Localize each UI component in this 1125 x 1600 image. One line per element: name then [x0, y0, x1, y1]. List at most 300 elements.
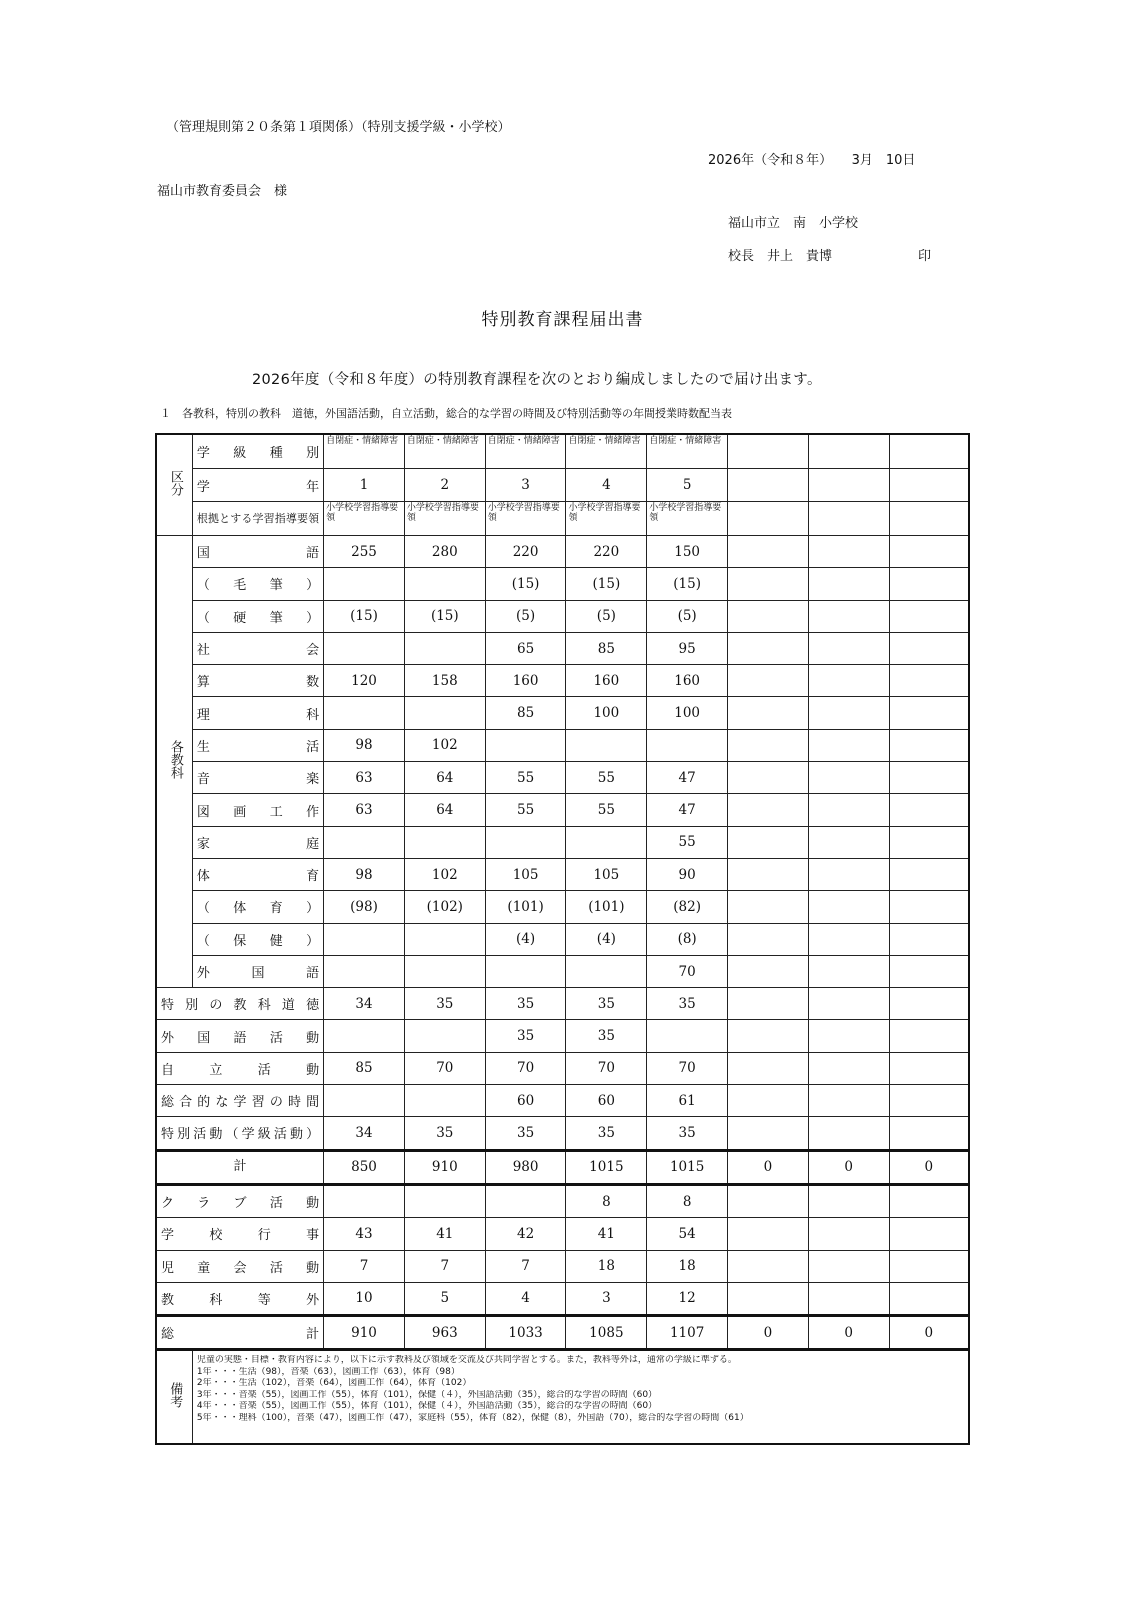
subject-row: [156, 665, 969, 697]
subject-value-cell: [404, 632, 485, 664]
class-type-cell: 自閉症・情緒障害: [647, 434, 728, 469]
extra-value-cell: 12: [647, 1282, 728, 1315]
extra-value-cell: 7: [404, 1250, 485, 1282]
subject-label: （体育）: [192, 891, 323, 923]
subject-value-cell: 255: [324, 536, 405, 568]
total-value-cell: 910: [324, 1316, 405, 1350]
subject-label: （毛筆）: [192, 568, 323, 600]
remarks-label: [156, 1350, 192, 1445]
activity-value-cell: 35: [485, 1117, 566, 1150]
subject-value-cell: (4): [485, 923, 566, 955]
guideline-cell: [889, 502, 969, 536]
activity-row: [156, 988, 969, 1020]
subject-row: [156, 891, 969, 923]
activity-label: 特別活動（学級活動）: [156, 1117, 324, 1150]
subtotal-row: [156, 1150, 969, 1184]
subject-value-cell: [889, 955, 969, 987]
subject-value-cell: (98): [324, 891, 405, 923]
subject-value-cell: [485, 826, 566, 858]
subject-value-cell: 55: [647, 826, 728, 858]
kyouka-label: [156, 536, 192, 988]
extra-value-cell: [889, 1218, 969, 1250]
guideline-cell: 小学校学習指導要領: [485, 502, 566, 536]
subject-row: [156, 923, 969, 955]
subject-label: 音楽: [192, 762, 323, 794]
remarks-line: 5年・・・理科（100），音楽（47），図画工作（47），家庭科（55），体育（82），保健（8），外国語（70），総合的な学習の時間（61）: [196, 1413, 749, 1423]
subject-value-cell: 55: [566, 794, 647, 826]
subject-value-cell: 55: [485, 762, 566, 794]
subject-value-cell: 102: [404, 858, 485, 890]
grade-cell: 1: [324, 469, 405, 502]
subject-value-cell: 64: [404, 794, 485, 826]
subject-value-cell: 105: [566, 858, 647, 890]
subject-value-cell: [889, 729, 969, 761]
subject-label: 体育: [192, 858, 323, 890]
subject-value-cell: [808, 729, 889, 761]
subject-value-cell: 47: [647, 794, 728, 826]
subject-label: 算数: [192, 665, 323, 697]
subject-value-cell: [728, 826, 809, 858]
extra-value-cell: [808, 1282, 889, 1315]
subject-value-cell: 85: [485, 697, 566, 729]
extra-value-cell: 41: [404, 1218, 485, 1250]
subject-value-cell: [808, 826, 889, 858]
subject-value-cell: [485, 955, 566, 987]
school-name: 福山市立 南 小学校: [728, 216, 859, 231]
total-label: 総計: [156, 1316, 324, 1350]
subject-value-cell: 220: [485, 536, 566, 568]
subject-value-cell: 220: [566, 536, 647, 568]
extra-label: 児童会活動: [156, 1250, 324, 1282]
subject-row: [156, 632, 969, 664]
subject-value-cell: (15): [566, 568, 647, 600]
header-row-guideline: [156, 502, 969, 536]
subject-value-cell: 160: [566, 665, 647, 697]
subject-value-cell: [808, 600, 889, 632]
subject-value-cell: 98: [324, 858, 405, 890]
subject-value-cell: 63: [324, 794, 405, 826]
guideline-cell: 小学校学習指導要領: [324, 502, 405, 536]
subject-label: 国語: [192, 536, 323, 568]
subject-value-cell: [324, 826, 405, 858]
subject-value-cell: [889, 536, 969, 568]
activity-value-cell: [404, 1020, 485, 1052]
subject-value-cell: (102): [404, 891, 485, 923]
class-type-cell: [889, 434, 969, 469]
grade-cell: 5: [647, 469, 728, 502]
activity-value-cell: [889, 1085, 969, 1117]
header-row-grade: [156, 469, 969, 502]
subject-value-cell: [728, 858, 809, 890]
remarks-row: [156, 1350, 969, 1445]
kyouka-label-text: 各教科: [167, 739, 183, 779]
subject-value-cell: 158: [404, 665, 485, 697]
activity-value-cell: 70: [485, 1052, 566, 1084]
subject-value-cell: (5): [647, 600, 728, 632]
activity-row: [156, 1117, 969, 1150]
extra-value-cell: [485, 1184, 566, 1217]
grade-cell: [808, 469, 889, 502]
extra-value-cell: [808, 1184, 889, 1217]
subject-value-cell: (5): [566, 600, 647, 632]
subject-label: 図画工作: [192, 794, 323, 826]
subject-value-cell: [808, 665, 889, 697]
header-row-class-type: [156, 434, 969, 469]
extra-row: [156, 1218, 969, 1250]
subject-value-cell: [728, 729, 809, 761]
activity-value-cell: [808, 988, 889, 1020]
subject-value-cell: [889, 762, 969, 794]
extra-value-cell: [728, 1282, 809, 1315]
extra-value-cell: 42: [485, 1218, 566, 1250]
extra-value-cell: 7: [485, 1250, 566, 1282]
activity-value-cell: 60: [566, 1085, 647, 1117]
subject-value-cell: [889, 568, 969, 600]
regulation-note: （管理規則第２０条第１項関係）（特別支援学級・小学校）: [166, 120, 511, 135]
subject-value-cell: 280: [404, 536, 485, 568]
activity-value-cell: 70: [647, 1052, 728, 1084]
subject-value-cell: [728, 568, 809, 600]
subtotal-value-cell: 850: [324, 1150, 405, 1184]
subject-label: 家庭: [192, 826, 323, 858]
subject-value-cell: [808, 891, 889, 923]
subject-value-cell: 100: [566, 697, 647, 729]
subject-value-cell: [728, 923, 809, 955]
class-type-cell: 自閉症・情緒障害: [485, 434, 566, 469]
extra-value-cell: [889, 1282, 969, 1315]
guideline-cell: 小学校学習指導要領: [404, 502, 485, 536]
activity-row: [156, 1020, 969, 1052]
remarks-line: 2年・・・生活（102），音楽（64），図画工作（64），体育（102）: [196, 1378, 472, 1389]
activity-value-cell: [728, 988, 809, 1020]
extra-value-cell: 10: [324, 1282, 405, 1315]
subject-value-cell: [566, 729, 647, 761]
extra-value-cell: [728, 1184, 809, 1217]
activity-value-cell: [404, 1085, 485, 1117]
grade-cell: 3: [485, 469, 566, 502]
guideline-cell: [808, 502, 889, 536]
subject-value-cell: [889, 632, 969, 664]
extra-value-cell: 18: [647, 1250, 728, 1282]
kubun-label: [156, 434, 192, 536]
activity-value-cell: 35: [566, 1117, 647, 1150]
remarks-line: 児童の実態・目標・教育内容により，以下に示す教科及び領域を交流及び共同学習とする。また，教科等外は，通常の学級に準ずる。: [196, 1355, 737, 1366]
subject-row: [156, 858, 969, 890]
subject-value-cell: (15): [324, 600, 405, 632]
subject-value-cell: [647, 729, 728, 761]
guideline-cell: 小学校学習指導要領: [566, 502, 647, 536]
subject-value-cell: [728, 794, 809, 826]
activity-value-cell: 35: [485, 988, 566, 1020]
extra-value-cell: [404, 1184, 485, 1217]
extra-value-cell: 5: [404, 1282, 485, 1315]
subject-value-cell: (8): [647, 923, 728, 955]
extra-value-cell: 8: [647, 1184, 728, 1217]
activity-value-cell: 35: [566, 1020, 647, 1052]
subject-value-cell: [324, 923, 405, 955]
remarks-label-text: 備考: [167, 1382, 183, 1409]
total-value-cell: 0: [889, 1316, 969, 1350]
extra-value-cell: 43: [324, 1218, 405, 1250]
activity-row: [156, 1085, 969, 1117]
subject-value-cell: [324, 955, 405, 987]
extra-row: [156, 1250, 969, 1282]
subject-row: [156, 697, 969, 729]
subject-value-cell: [728, 697, 809, 729]
subject-value-cell: (101): [566, 891, 647, 923]
activity-value-cell: [647, 1020, 728, 1052]
guideline-cell: 小学校学習指導要領: [647, 502, 728, 536]
remarks-content: [192, 1350, 969, 1445]
subject-value-cell: [324, 697, 405, 729]
subject-value-cell: [404, 697, 485, 729]
activity-value-cell: [889, 1117, 969, 1150]
activity-value-cell: [728, 1020, 809, 1052]
subject-value-cell: (15): [485, 568, 566, 600]
extra-value-cell: 54: [647, 1218, 728, 1250]
subject-value-cell: [889, 923, 969, 955]
subtotal-value-cell: 980: [485, 1150, 566, 1184]
subject-label: 生活: [192, 729, 323, 761]
activity-value-cell: [889, 1020, 969, 1052]
extra-label: 教科等外: [156, 1282, 324, 1315]
document-title: 特別教育課程届出書: [481, 310, 644, 330]
subject-value-cell: 100: [647, 697, 728, 729]
subject-label: （硬筆）: [192, 600, 323, 632]
subject-value-cell: 160: [647, 665, 728, 697]
hours-table: [155, 433, 970, 1445]
activity-value-cell: [889, 988, 969, 1020]
grade-cell: [728, 469, 809, 502]
subject-value-cell: (5): [485, 600, 566, 632]
activity-value-cell: 34: [324, 1117, 405, 1150]
activity-value-cell: 70: [566, 1052, 647, 1084]
activity-label: 特別の教科道徳: [156, 988, 324, 1020]
activity-value-cell: [808, 1085, 889, 1117]
total-value-cell: 0: [808, 1316, 889, 1350]
remarks-line: 3年・・・音楽（55），図画工作（55），体育（101），保健（４），外国語活動（35），総合的な学習の時間（60）: [196, 1389, 658, 1400]
subject-value-cell: [889, 665, 969, 697]
remarks-line: 1年・・・生活（98），音楽（63），図画工作（63），体育（98）: [196, 1366, 460, 1377]
subject-value-cell: 85: [566, 632, 647, 664]
extra-label: 学校行事: [156, 1218, 324, 1250]
subject-value-cell: 64: [404, 762, 485, 794]
grade-cell: 4: [566, 469, 647, 502]
grade-cell: 2: [404, 469, 485, 502]
kubun-label-text: 区分: [167, 469, 183, 496]
subject-value-cell: 55: [485, 794, 566, 826]
subject-row: [156, 536, 969, 568]
subject-value-cell: [404, 955, 485, 987]
grade-cell: [889, 469, 969, 502]
subject-value-cell: (15): [647, 568, 728, 600]
total-value-cell: 963: [404, 1316, 485, 1350]
principal-name: 校長 井上 貴博: [728, 249, 833, 264]
subject-value-cell: [566, 826, 647, 858]
subject-row: [156, 762, 969, 794]
activity-value-cell: 35: [485, 1020, 566, 1052]
extra-value-cell: 7: [324, 1250, 405, 1282]
subject-value-cell: [889, 600, 969, 632]
addressee: 福山市教育委員会 様: [157, 184, 288, 199]
total-value-cell: 1033: [485, 1316, 566, 1350]
subject-row: [156, 826, 969, 858]
subject-value-cell: [728, 955, 809, 987]
extra-row: [156, 1282, 969, 1315]
extra-value-cell: [324, 1184, 405, 1217]
subject-value-cell: [728, 665, 809, 697]
subject-value-cell: [808, 632, 889, 664]
activity-value-cell: 35: [404, 1117, 485, 1150]
activity-value-cell: 34: [324, 988, 405, 1020]
guideline-cell: [728, 502, 809, 536]
subject-row: [156, 729, 969, 761]
activity-value-cell: 61: [647, 1085, 728, 1117]
submission-date: 2026年（令和８年） 3月 10日: [708, 153, 916, 168]
activity-value-cell: 35: [566, 988, 647, 1020]
intro-text: 2026年度（令和８年度）の特別教育課程を次のとおり編成しましたので届け出ます。: [252, 372, 822, 388]
extra-value-cell: 3: [566, 1282, 647, 1315]
subject-value-cell: [808, 955, 889, 987]
subject-value-cell: [728, 600, 809, 632]
subject-value-cell: [808, 923, 889, 955]
subtotal-value-cell: 0: [889, 1150, 969, 1184]
grade-label: 学年: [192, 469, 323, 502]
extra-value-cell: [889, 1184, 969, 1217]
remarks-line: 4年・・・音楽（55），図画工作（55），体育（101），保健（４），外国語活動（35），総合的な学習の時間（60）: [196, 1401, 658, 1412]
activity-row: [156, 1052, 969, 1084]
activity-label: 外国語活動: [156, 1020, 324, 1052]
subject-value-cell: [808, 762, 889, 794]
subject-value-cell: [808, 794, 889, 826]
subject-value-cell: [404, 568, 485, 600]
total-value-cell: 1085: [566, 1316, 647, 1350]
activity-value-cell: [728, 1117, 809, 1150]
subject-value-cell: [889, 858, 969, 890]
subject-value-cell: [404, 826, 485, 858]
subject-value-cell: [404, 923, 485, 955]
activity-label: 総合的な学習の時間: [156, 1085, 324, 1117]
subtotal-value-cell: 0: [808, 1150, 889, 1184]
seal-mark: 印: [918, 249, 932, 264]
class-type-cell: 自閉症・情緒障害: [566, 434, 647, 469]
subject-value-cell: 160: [485, 665, 566, 697]
subject-value-cell: [808, 858, 889, 890]
activity-value-cell: [324, 1020, 405, 1052]
subject-value-cell: [324, 568, 405, 600]
subject-label: 社会: [192, 632, 323, 664]
subject-row: [156, 568, 969, 600]
subject-value-cell: [324, 632, 405, 664]
subject-value-cell: 120: [324, 665, 405, 697]
class-type-cell: 自閉症・情緒障害: [404, 434, 485, 469]
subtotal-value-cell: 1015: [647, 1150, 728, 1184]
subject-label: （保健）: [192, 923, 323, 955]
total-row: [156, 1316, 969, 1350]
subject-value-cell: 90: [647, 858, 728, 890]
extra-value-cell: 4: [485, 1282, 566, 1315]
subject-value-cell: 70: [647, 955, 728, 987]
subject-label: 理科: [192, 697, 323, 729]
subject-value-cell: (101): [485, 891, 566, 923]
activity-value-cell: [889, 1052, 969, 1084]
extra-row: [156, 1184, 969, 1217]
extra-value-cell: 18: [566, 1250, 647, 1282]
guideline-label: 根拠とする学習指導要領: [192, 502, 323, 536]
subject-value-cell: (15): [404, 600, 485, 632]
subtotal-value-cell: 1015: [566, 1150, 647, 1184]
total-value-cell: 1107: [647, 1316, 728, 1350]
subject-value-cell: [485, 729, 566, 761]
section-title: １ 各教科，特別の教科 道徳，外国語活動，自立活動，総合的な学習の時間及び特別活動等の年間授業時数配当表: [160, 407, 732, 420]
subject-label: 外国語: [192, 955, 323, 987]
subject-value-cell: [728, 762, 809, 794]
subject-value-cell: [889, 826, 969, 858]
subject-row: [156, 955, 969, 987]
subject-value-cell: [566, 955, 647, 987]
activity-value-cell: 60: [485, 1085, 566, 1117]
extra-value-cell: [728, 1218, 809, 1250]
extra-value-cell: [808, 1250, 889, 1282]
activity-value-cell: 35: [647, 988, 728, 1020]
activity-value-cell: 70: [404, 1052, 485, 1084]
extra-value-cell: 41: [566, 1218, 647, 1250]
subject-value-cell: [728, 536, 809, 568]
subject-value-cell: [808, 697, 889, 729]
subject-value-cell: 150: [647, 536, 728, 568]
class-type-cell: [808, 434, 889, 469]
activity-value-cell: [808, 1020, 889, 1052]
activity-value-cell: 35: [404, 988, 485, 1020]
extra-value-cell: [728, 1250, 809, 1282]
activity-value-cell: [808, 1052, 889, 1084]
activity-value-cell: [808, 1117, 889, 1150]
activity-value-cell: [728, 1052, 809, 1084]
subject-value-cell: (4): [566, 923, 647, 955]
subject-value-cell: 55: [566, 762, 647, 794]
subject-row: [156, 794, 969, 826]
activity-value-cell: [324, 1085, 405, 1117]
class-type-cell: [728, 434, 809, 469]
class-type-label: 学級種別: [192, 434, 323, 469]
class-type-cell: 自閉症・情緒障害: [324, 434, 405, 469]
subject-value-cell: [728, 891, 809, 923]
activity-value-cell: 35: [647, 1117, 728, 1150]
subject-value-cell: 63: [324, 762, 405, 794]
extra-value-cell: [889, 1250, 969, 1282]
subject-value-cell: [889, 891, 969, 923]
subtotal-value-cell: 910: [404, 1150, 485, 1184]
subject-value-cell: [889, 697, 969, 729]
subject-value-cell: 65: [485, 632, 566, 664]
subject-value-cell: (82): [647, 891, 728, 923]
subject-row: [156, 600, 969, 632]
extra-value-cell: 8: [566, 1184, 647, 1217]
subject-value-cell: 105: [485, 858, 566, 890]
activity-label: 自立活動: [156, 1052, 324, 1084]
subtotal-label: 計: [156, 1150, 324, 1184]
extra-label: クラブ活動: [156, 1184, 324, 1217]
subject-value-cell: 98: [324, 729, 405, 761]
subject-value-cell: 95: [647, 632, 728, 664]
subject-value-cell: [728, 632, 809, 664]
subject-value-cell: [808, 536, 889, 568]
activity-value-cell: [728, 1085, 809, 1117]
extra-value-cell: [808, 1218, 889, 1250]
total-value-cell: 0: [728, 1316, 809, 1350]
subject-value-cell: 102: [404, 729, 485, 761]
subject-value-cell: [889, 794, 969, 826]
